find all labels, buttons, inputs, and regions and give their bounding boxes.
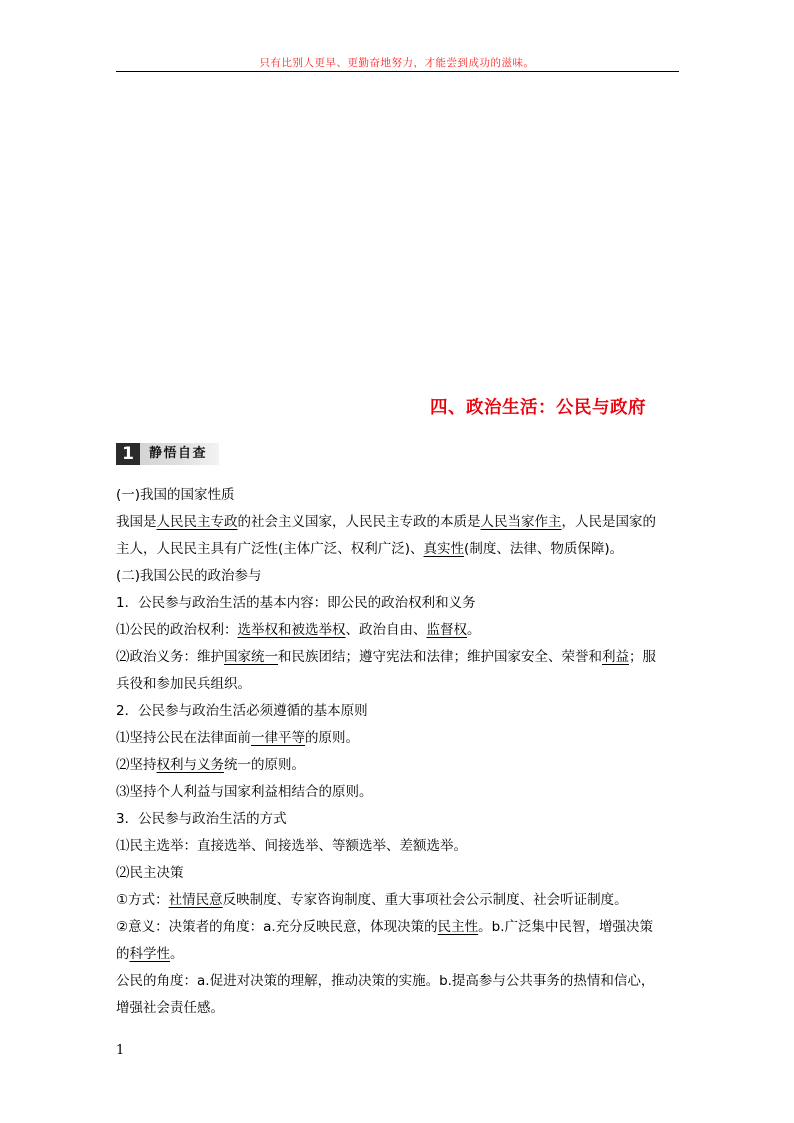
list-item: ⑵坚持权利与义务统一的原则。: [116, 757, 305, 773]
underlined-term: 国家统一: [224, 649, 278, 665]
underlined-term: 科学性: [129, 946, 170, 962]
paragraph-line: 主人，人民民主具有广泛性(主体广泛、权利广泛)、真实性(制度、法律、物质保障)。: [116, 541, 624, 557]
list-item-continued: 的科学性。: [116, 946, 184, 962]
underlined-term: 选举权和被选举权: [237, 622, 346, 638]
subheading: 3．公民参与政治生活的方式: [116, 811, 287, 827]
section-badge-label: 静悟自查: [149, 446, 208, 461]
underlined-term: 人民民主专政: [156, 514, 238, 530]
underlined-term: 利益: [602, 649, 629, 665]
underlined-term: 监督权: [426, 622, 467, 638]
section-badge: [116, 443, 219, 465]
list-item: ⑵政治义务：维护国家统一和民族团结；遵守宪法和法律；维护国家安全、荣誉和利益；服: [116, 649, 656, 665]
paragraph-line: 增强社会责任感。: [116, 1000, 224, 1016]
list-item: ⑴坚持公民在法律面前一律平等的原则。: [116, 730, 359, 746]
document-body: [116, 482, 679, 1022]
underlined-term: 真实性: [423, 541, 465, 557]
underlined-term: 社情民意: [168, 892, 223, 908]
section-badge-number: 1: [116, 443, 140, 465]
paragraph-line: 我国是人民民主专政的社会主义国家，人民民主专政的本质是人民当家作主，人民是国家的: [116, 514, 656, 530]
underlined-term: 民主性: [437, 919, 479, 935]
underlined-term: 人民当家作主: [480, 514, 562, 530]
list-item: ⑴民主选举：直接选举、间接选举、等额选举、差额选举。: [116, 838, 467, 854]
header-motto: 只有比别人更早、更勤奋地努力，才能尝到成功的滋味。: [259, 57, 535, 69]
paragraph-line: 公民的角度：a.促进对决策的理解，推动决策的实施。b.提高参与公共事务的热情和信心，: [116, 973, 655, 989]
page-title: 四、政治生活：公民与政府: [430, 398, 646, 418]
underlined-term: 权利与义务: [156, 757, 224, 773]
list-item: ⑵民主决策: [116, 865, 184, 881]
page-number: 1: [116, 1043, 125, 1058]
list-item-continued: 兵役和参加民兵组织。: [116, 676, 251, 692]
heading-political-participation: (二)我国公民的政治参与: [116, 568, 262, 584]
list-item: ②意义：决策者的角度：a.充分反映民意，体现决策的民主性。b.广泛集中民智，增强决策: [116, 919, 654, 935]
list-item: ⑴公民的政治权利：选举权和被选举权、政治自由、监督权。: [116, 622, 481, 638]
list-item: ①方式：社情民意反映制度、专家咨询制度、重大事项社会公示制度、社会听证制度。: [116, 892, 628, 908]
heading-national-nature: (一)我国的国家性质: [116, 487, 235, 503]
subheading: 1．公民参与政治生活的基本内容：即公民的政治权利和义务: [116, 595, 476, 611]
header-divider: [116, 71, 679, 72]
subheading: 2．公民参与政治生活必须遵循的基本原则: [116, 703, 368, 719]
list-item: ⑶坚持个人利益与国家利益相结合的原则。: [116, 784, 373, 800]
underlined-term: 一律平等: [251, 730, 305, 746]
